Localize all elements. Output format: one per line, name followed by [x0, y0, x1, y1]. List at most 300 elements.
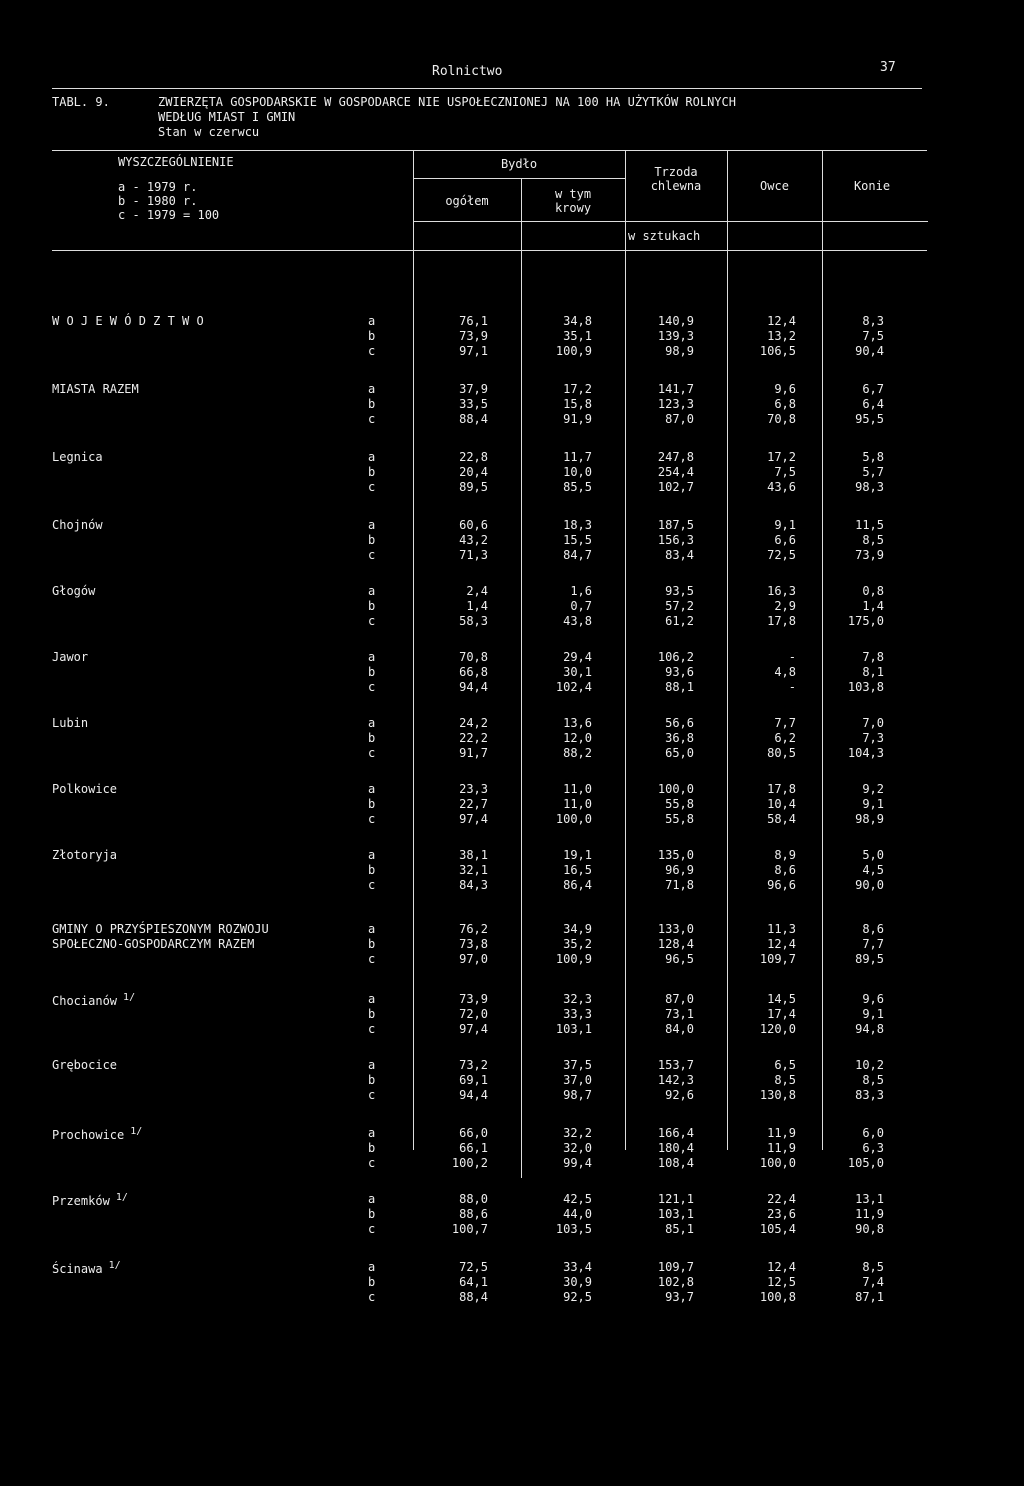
- table-cell: 20,4: [459, 465, 488, 479]
- table-cell: 100,2: [451, 1156, 488, 1170]
- table-cell: 97,1: [459, 344, 488, 358]
- table-cell: 69,1: [459, 1073, 488, 1087]
- table-cell: 73,9: [855, 548, 884, 562]
- table-cell: 6,6: [774, 533, 796, 547]
- table-cell: 93,5: [665, 584, 694, 598]
- table-cell: 23,3: [459, 782, 488, 796]
- table-cell: 9,6: [774, 382, 796, 396]
- table-cell: 153,7: [657, 1058, 694, 1072]
- table-cell: 100,7: [451, 1222, 488, 1236]
- row-label: Złotoryja: [52, 848, 118, 862]
- row-letter-b: b: [368, 1073, 376, 1087]
- table-cell: 66,1: [459, 1141, 488, 1155]
- table-cell: 32,3: [563, 992, 592, 1006]
- footnote-marker: 1/: [109, 1192, 128, 1203]
- table-cell: 91,9: [563, 412, 592, 426]
- table-title-line3: Stan w czerwcu: [158, 125, 260, 139]
- table-cell: 11,0: [563, 797, 592, 811]
- table-cell: 5,0: [862, 848, 884, 862]
- table-cell: 104,3: [847, 746, 884, 760]
- row-letter-c: c: [368, 480, 376, 494]
- row-letter-b: b: [368, 397, 376, 411]
- table-cell: 94,8: [855, 1022, 884, 1036]
- table-cell: 22,8: [459, 450, 488, 464]
- running-header: Rolnictwo: [432, 64, 503, 79]
- table-cell: 14,5: [767, 992, 796, 1006]
- spec-header: WYSZCZEGÓLNIENIE: [118, 155, 234, 169]
- row-letter-a: a: [368, 1192, 376, 1206]
- table-cell: 140,9: [657, 314, 694, 328]
- row-letter-c: c: [368, 1222, 376, 1236]
- table-cell: 55,8: [665, 812, 694, 826]
- table-cell: 247,8: [657, 450, 694, 464]
- table-cell: 93,6: [665, 665, 694, 679]
- table-cell: 88,1: [665, 680, 694, 694]
- row-letter-c: c: [368, 878, 376, 892]
- table-cell: 87,0: [665, 992, 694, 1006]
- table-cell: 135,0: [657, 848, 694, 862]
- table-cell: 98,3: [855, 480, 884, 494]
- row-letter-b: b: [368, 863, 376, 877]
- row-letter-c: c: [368, 614, 376, 628]
- table-cell: 17,2: [767, 450, 796, 464]
- row-letter-a: a: [368, 518, 376, 532]
- table-cell: 97,4: [459, 812, 488, 826]
- row-label: Chojnów: [52, 518, 103, 532]
- table-cell: 76,1: [459, 314, 488, 328]
- table-cell: 6,2: [774, 731, 796, 745]
- table-cell: 32,1: [459, 863, 488, 877]
- table-cell: -: [788, 680, 796, 694]
- row-label: Prochowice $^{1/}$: [52, 1126, 143, 1142]
- table-cell: 90,8: [855, 1222, 884, 1236]
- table-cell: 70,8: [459, 650, 488, 664]
- table-cell: 96,6: [767, 878, 796, 892]
- table-cell: 6,4: [862, 397, 884, 411]
- table-cell: 58,4: [767, 812, 796, 826]
- table-cell: 13,6: [563, 716, 592, 730]
- header-bydlo: Bydło: [500, 157, 538, 171]
- table-cell: 18,3: [563, 518, 592, 532]
- row-label: MIASTA RAZEM: [52, 382, 139, 396]
- table-cell: 6,3: [862, 1141, 884, 1155]
- table-cell: 96,5: [665, 952, 694, 966]
- table-cell: 88,4: [459, 412, 488, 426]
- header-rule: [52, 88, 922, 89]
- table-cell: 98,9: [665, 344, 694, 358]
- table-cell: 7,5: [774, 465, 796, 479]
- table-cell: 100,9: [555, 344, 592, 358]
- table-cell: 94,4: [459, 680, 488, 694]
- table-cell: 55,8: [665, 797, 694, 811]
- table-cell: 7,7: [862, 937, 884, 951]
- table-cell: 108,4: [657, 1156, 694, 1170]
- row-label: Ścinawa $^{1/}$: [52, 1260, 121, 1276]
- table-cell: 88,0: [459, 1192, 488, 1206]
- table-cell: 142,3: [657, 1073, 694, 1087]
- row-letter-c: c: [368, 1022, 376, 1036]
- table-cell: 6,7: [862, 382, 884, 396]
- table-cell: 102,8: [657, 1275, 694, 1289]
- table-cell: 29,4: [563, 650, 592, 664]
- table-cell: 84,7: [563, 548, 592, 562]
- table-cell: 11,0: [563, 782, 592, 796]
- table-cell: 43,6: [767, 480, 796, 494]
- row-letter-a: a: [368, 922, 376, 936]
- table-cell: 23,6: [767, 1207, 796, 1221]
- table-cell: 254,4: [657, 465, 694, 479]
- table-cell: 66,0: [459, 1126, 488, 1140]
- table-cell: 71,3: [459, 548, 488, 562]
- row-letter-b: b: [368, 1141, 376, 1155]
- table-cell: 42,5: [563, 1192, 592, 1206]
- table-cell: 60,6: [459, 518, 488, 532]
- table-cell: 89,5: [855, 952, 884, 966]
- table-cell: 100,9: [555, 952, 592, 966]
- table-cell: 12,5: [767, 1275, 796, 1289]
- table-cell: 16,5: [563, 863, 592, 877]
- table-cell: 6,5: [774, 1058, 796, 1072]
- table-cell: 91,7: [459, 746, 488, 760]
- row-letter-c: c: [368, 1088, 376, 1102]
- row-letter-b: b: [368, 1207, 376, 1221]
- table-cell: 33,5: [459, 397, 488, 411]
- row-letter-c: c: [368, 1156, 376, 1170]
- table-cell: 16,3: [767, 584, 796, 598]
- table-cell: 9,2: [862, 782, 884, 796]
- row-letter-b: b: [368, 731, 376, 745]
- table-cell: 95,5: [855, 412, 884, 426]
- table-cell: 100,0: [657, 782, 694, 796]
- table-cell: 22,4: [767, 1192, 796, 1206]
- row-letter-a: a: [368, 382, 376, 396]
- table-cell: 88,2: [563, 746, 592, 760]
- table-cell: 11,3: [767, 922, 796, 936]
- table-cell: 88,6: [459, 1207, 488, 1221]
- table-cell: 100,8: [759, 1290, 796, 1304]
- table-cell: 180,4: [657, 1141, 694, 1155]
- row-letter-a: a: [368, 848, 376, 862]
- table-cell: 73,1: [665, 1007, 694, 1021]
- table-cell: 84,3: [459, 878, 488, 892]
- table-cell: 1,4: [862, 599, 884, 613]
- table-cell: 9,6: [862, 992, 884, 1006]
- table-cell: 12,4: [767, 314, 796, 328]
- table-cell: 56,6: [665, 716, 694, 730]
- table-cell: 88,4: [459, 1290, 488, 1304]
- table-cell: 70,8: [767, 412, 796, 426]
- table-cell: 90,0: [855, 878, 884, 892]
- row-letter-a: a: [368, 314, 376, 328]
- table-cell: 17,8: [767, 782, 796, 796]
- table-cell: 103,8: [847, 680, 884, 694]
- table-cell: 7,7: [774, 716, 796, 730]
- table-cell: 8,3: [862, 314, 884, 328]
- table-cell: 37,0: [563, 1073, 592, 1087]
- row-letter-b: b: [368, 465, 376, 479]
- table-title-line2: WEDŁUG MIAST I GMIN: [158, 110, 296, 124]
- row-label: Grębocice: [52, 1058, 118, 1072]
- table-cell: 80,5: [767, 746, 796, 760]
- table-cell: 10,0: [563, 465, 592, 479]
- table-cell: 64,1: [459, 1275, 488, 1289]
- table-cell: 57,2: [665, 599, 694, 613]
- table-cell: 43,8: [563, 614, 592, 628]
- table-cell: 94,4: [459, 1088, 488, 1102]
- table-cell: 92,6: [665, 1088, 694, 1102]
- row-letter-a: a: [368, 992, 376, 1006]
- table-cell: 12,4: [767, 937, 796, 951]
- row-letter-c: c: [368, 952, 376, 966]
- row-label: Chocianów $^{1/}$: [52, 992, 136, 1008]
- table-cell: 11,7: [563, 450, 592, 464]
- table-cell: 106,2: [657, 650, 694, 664]
- row-letter-c: c: [368, 680, 376, 694]
- table-cell: 87,1: [855, 1290, 884, 1304]
- table-cell: 98,7: [563, 1088, 592, 1102]
- table-cell: 83,4: [665, 548, 694, 562]
- row-letter-b: b: [368, 599, 376, 613]
- table-cell: 1,4: [466, 599, 488, 613]
- table-cell: 32,0: [563, 1141, 592, 1155]
- table-cell: 30,9: [563, 1275, 592, 1289]
- table-cell: 109,7: [657, 1260, 694, 1274]
- table-cell: 105,0: [847, 1156, 884, 1170]
- table-cell: 85,5: [563, 480, 592, 494]
- table-cell: 72,5: [459, 1260, 488, 1274]
- table-cell: 11,9: [767, 1141, 796, 1155]
- legend-c: c - 1979 = 100: [118, 208, 220, 222]
- table-cell: 187,5: [657, 518, 694, 532]
- table-cell: 15,8: [563, 397, 592, 411]
- table-cell: 105,4: [759, 1222, 796, 1236]
- table-cell: 86,4: [563, 878, 592, 892]
- page-number: 37: [880, 60, 896, 75]
- table-cell: 11,9: [855, 1207, 884, 1221]
- table-cell: 37,5: [563, 1058, 592, 1072]
- header-ogolem: ogółem: [445, 194, 489, 208]
- table-cell: 2,9: [774, 599, 796, 613]
- table-cell: 13,2: [767, 329, 796, 343]
- table-cell: 17,4: [767, 1007, 796, 1021]
- legend-a: a - 1979 r.: [118, 180, 198, 194]
- row-letter-b: b: [368, 533, 376, 547]
- table-cell: 99,4: [563, 1156, 592, 1170]
- table-cell: 85,1: [665, 1222, 694, 1236]
- row-letter-c: c: [368, 344, 376, 358]
- table-cell: 7,8: [862, 650, 884, 664]
- row-letter-c: c: [368, 412, 376, 426]
- header-krowy: krowy: [554, 201, 592, 215]
- table-cell: 97,4: [459, 1022, 488, 1036]
- table-cell: 139,3: [657, 329, 694, 343]
- row-letter-a: a: [368, 584, 376, 598]
- table-cell: 102,7: [657, 480, 694, 494]
- table-cell: 22,7: [459, 797, 488, 811]
- row-letter-b: b: [368, 937, 376, 951]
- table-cell: 8,5: [862, 1260, 884, 1274]
- table-cell: 8,5: [862, 533, 884, 547]
- table-cell: 58,3: [459, 614, 488, 628]
- table-cell: 103,1: [555, 1022, 592, 1036]
- row-letter-b: b: [368, 1275, 376, 1289]
- table-cell: 22,2: [459, 731, 488, 745]
- table-cell: 72,5: [767, 548, 796, 562]
- row-label-line2: SPOŁECZNO-GOSPODARCZYM RAZEM: [52, 937, 255, 951]
- table-cell: 8,5: [774, 1073, 796, 1087]
- table-cell: 87,0: [665, 412, 694, 426]
- table-cell: 8,6: [774, 863, 796, 877]
- header-w-tym: w tym: [554, 187, 592, 201]
- table-cell: -: [788, 650, 796, 664]
- table-cell: 98,9: [855, 812, 884, 826]
- table-cell: 8,5: [862, 1073, 884, 1087]
- table-cell: 37,9: [459, 382, 488, 396]
- table-cell: 35,1: [563, 329, 592, 343]
- table-cell: 76,2: [459, 922, 488, 936]
- table-cell: 8,9: [774, 848, 796, 862]
- table-cell: 156,3: [657, 533, 694, 547]
- row-letter-b: b: [368, 329, 376, 343]
- table-cell: 96,9: [665, 863, 694, 877]
- table-cell: 100,0: [759, 1156, 796, 1170]
- table-cell: 30,1: [563, 665, 592, 679]
- table-cell: 120,0: [759, 1022, 796, 1036]
- row-letter-b: b: [368, 1007, 376, 1021]
- row-letter-b: b: [368, 797, 376, 811]
- table-cell: 9,1: [862, 1007, 884, 1021]
- table-cell: 17,2: [563, 382, 592, 396]
- table-cell: 8,1: [862, 665, 884, 679]
- row-letter-b: b: [368, 665, 376, 679]
- table-cell: 33,4: [563, 1260, 592, 1274]
- table-cell: 17,8: [767, 614, 796, 628]
- table-cell: 4,5: [862, 863, 884, 877]
- header-owce: Owce: [760, 179, 789, 193]
- table-cell: 72,0: [459, 1007, 488, 1021]
- header-konie: Konie: [853, 179, 891, 193]
- table-cell: 9,1: [862, 797, 884, 811]
- row-letter-a: a: [368, 716, 376, 730]
- table-cell: 38,1: [459, 848, 488, 862]
- table-cell: 13,1: [855, 1192, 884, 1206]
- row-letter-a: a: [368, 782, 376, 796]
- table-cell: 61,2: [665, 614, 694, 628]
- table-cell: 34,9: [563, 922, 592, 936]
- table-cell: 175,0: [847, 614, 884, 628]
- row-label: Lubin: [52, 716, 89, 730]
- table-cell: 33,3: [563, 1007, 592, 1021]
- row-label: Jawor: [52, 650, 89, 664]
- table-cell: 93,7: [665, 1290, 694, 1304]
- table-cell: 8,6: [862, 922, 884, 936]
- table-cell: 84,0: [665, 1022, 694, 1036]
- table-cell: 36,8: [665, 731, 694, 745]
- header-chlewna: chlewna: [650, 179, 702, 193]
- row-label: Głogów: [52, 584, 96, 598]
- table-cell: 103,1: [657, 1207, 694, 1221]
- table-cell: 24,2: [459, 716, 488, 730]
- table-cell: 1,6: [570, 584, 592, 598]
- table-cell: 65,0: [665, 746, 694, 760]
- table-cell: 106,5: [759, 344, 796, 358]
- table-cell: 12,4: [767, 1260, 796, 1274]
- row-letter-c: c: [368, 548, 376, 562]
- table-cell: 100,0: [555, 812, 592, 826]
- table-cell: 7,5: [862, 329, 884, 343]
- table-cell: 6,0: [862, 1126, 884, 1140]
- table-cell: 10,2: [855, 1058, 884, 1072]
- table-cell: 9,1: [774, 518, 796, 532]
- table-cell: 34,8: [563, 314, 592, 328]
- header-unit: w sztukach: [628, 229, 701, 243]
- row-letter-c: c: [368, 812, 376, 826]
- header-trzoda: Trzoda: [654, 165, 698, 179]
- row-label: W O J E W Ó D Z T W O: [52, 314, 204, 328]
- table-cell: 73,9: [459, 992, 488, 1006]
- table-cell: 166,4: [657, 1126, 694, 1140]
- table-cell: 102,4: [555, 680, 592, 694]
- row-label: GMINY O PRZYŚPIESZONYM ROZWOJU: [52, 922, 269, 936]
- row-letter-a: a: [368, 1058, 376, 1072]
- footnote-marker: 1/: [124, 1126, 143, 1137]
- table-cell: 90,4: [855, 344, 884, 358]
- table-cell: 71,8: [665, 878, 694, 892]
- table-cell: 133,0: [657, 922, 694, 936]
- table-cell: 121,1: [657, 1192, 694, 1206]
- table-cell: 19,1: [563, 848, 592, 862]
- table-cell: 109,7: [759, 952, 796, 966]
- legend-b: b - 1980 r.: [118, 194, 198, 208]
- table-number: TABL. 9.: [52, 95, 110, 109]
- table-cell: 7,0: [862, 716, 884, 730]
- table-cell: 92,5: [563, 1290, 592, 1304]
- table-cell: 89,5: [459, 480, 488, 494]
- table-cell: 66,8: [459, 665, 488, 679]
- table-cell: 130,8: [759, 1088, 796, 1102]
- table-cell: 15,5: [563, 533, 592, 547]
- table-cell: 10,4: [767, 797, 796, 811]
- table-title-line1: ZWIERZĘTA GOSPODARSKIE W GOSPODARCE NIE USPOŁECZNIONEJ NA 100 HA UŻYTKÓW ROLNYCH: [158, 95, 736, 109]
- row-label: Legnica: [52, 450, 103, 464]
- table-cell: 103,5: [555, 1222, 592, 1236]
- row-letter-a: a: [368, 1260, 376, 1274]
- table-cell: 4,8: [774, 665, 796, 679]
- table-cell: 141,7: [657, 382, 694, 396]
- table-cell: 11,9: [767, 1126, 796, 1140]
- table-cell: 7,4: [862, 1275, 884, 1289]
- footnote-marker: 1/: [102, 1260, 121, 1271]
- table-cell: 5,8: [862, 450, 884, 464]
- footnote-marker: 1/: [117, 992, 136, 1003]
- table-cell: 11,5: [855, 518, 884, 532]
- table-cell: 2,4: [466, 584, 488, 598]
- table-cell: 43,2: [459, 533, 488, 547]
- table-cell: 5,7: [862, 465, 884, 479]
- table-cell: 97,0: [459, 952, 488, 966]
- row-label: Przemków $^{1/}$: [52, 1192, 128, 1208]
- row-letter-a: a: [368, 450, 376, 464]
- table-cell: 128,4: [657, 937, 694, 951]
- table-cell: 123,3: [657, 397, 694, 411]
- table-cell: 73,8: [459, 937, 488, 951]
- table-cell: 32,2: [563, 1126, 592, 1140]
- table-cell: 35,2: [563, 937, 592, 951]
- table-cell: 73,9: [459, 329, 488, 343]
- table-cell: 0,8: [862, 584, 884, 598]
- table-cell: 44,0: [563, 1207, 592, 1221]
- table-cell: 6,8: [774, 397, 796, 411]
